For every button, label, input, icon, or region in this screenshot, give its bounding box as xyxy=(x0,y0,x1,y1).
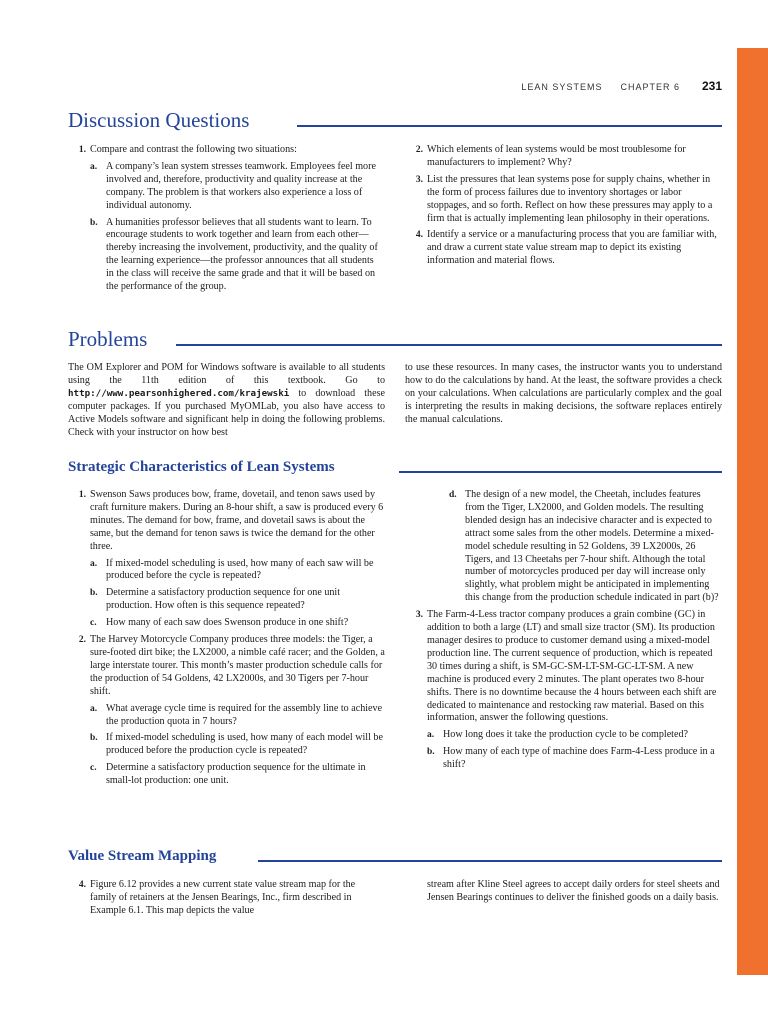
problems-heading: Problems xyxy=(68,327,148,351)
problem-3-part-b xyxy=(427,746,722,772)
part-text: The design of a new model, the Cheetah, includes features from the Tiger, LX2000, and Golden models. The resulting blended design has an indecisive character and is expected to attract some sales from the other models. Determine a mixed-model schedule resulting in 52 Goldens, 39 LX2000s, 26 Tigers, and 13 Cheetahs per 7-hour shift. Although the total number of motorcycles produced per day will increase only slightly, what problem might be anticipated in implementing this change from the production schedule indicated in part (b)? xyxy=(465,489,719,604)
part-text: How many of each type of machine does Farm-4-Less produce in a shift? xyxy=(443,746,715,771)
problem-4 xyxy=(68,879,378,918)
problem-1 xyxy=(68,489,385,630)
question-text: Compare and contrast the following two situations: xyxy=(90,144,297,155)
part-text: Determine a satisfactory production sequence for the ultimate in small-lot production: one unit. xyxy=(106,762,366,787)
intro-text-start: The OM Explorer and POM for Windows software is available to all students using the 11th edition of this textbook. Go to xyxy=(68,362,385,386)
question-1-part-b xyxy=(90,217,378,294)
strategic-heading-rule xyxy=(399,471,722,473)
vsm-heading-rule xyxy=(258,860,722,862)
question-number: 3. xyxy=(415,174,423,185)
part-letter: a. xyxy=(427,730,435,741)
problem-3-part-a xyxy=(427,729,722,742)
problem-3 xyxy=(405,609,722,772)
problem-text: Figure 6.12 provides a new current state value stream map for the family of retainers at the Jensen Bearings, Inc., firm described in Example 6.1. This map depicts the value xyxy=(90,879,356,916)
part-text: Determine a satisfactory production sequence for one unit production. How often is this sequence repeated? xyxy=(106,587,341,612)
part-letter: b. xyxy=(90,217,98,228)
question-number: 2. xyxy=(415,145,423,155)
discussion-question-1 xyxy=(68,144,378,294)
discussion-questions-heading: Discussion Questions xyxy=(68,108,250,132)
part-text: If mixed-model scheduling is used, how many of each saw will be produced before the cycle is repeated? xyxy=(106,557,374,582)
part-letter: c. xyxy=(90,618,97,629)
question-text: List the pressures that lean systems pose for supply chains, whether in the form of process failures due to inventory shortages or labor stoppages, and so forth. Reflect on how these pressures may apply to a firm that is actually implementing lean philosophy in their operations. xyxy=(427,173,713,224)
problems-intro-right xyxy=(405,362,722,427)
part-letter: b. xyxy=(427,747,435,758)
discussion-right-column xyxy=(405,144,722,272)
problems-intro-left xyxy=(68,362,385,439)
page-number: 231 xyxy=(701,79,722,93)
discussion-left-column xyxy=(68,144,378,298)
strategic-characteristics-heading: Strategic Characteristics of Lean Systems xyxy=(68,459,335,475)
problem-2-continued xyxy=(405,489,722,605)
part-text: How many of each saw does Swenson produce in one shift? xyxy=(106,617,349,629)
problem-text: Swenson Saws produces bow, frame, dovetail, and tenon saws used by craft furniture makers. During an 8-hour shift, a saw is produced every 6 minutes. The demand for bow, frame, and dovetail saws is about the same, but the demand for tenon saws is twice the demand for the other three. xyxy=(90,489,384,552)
strategic-left-column xyxy=(68,489,385,792)
problem-1-part-c xyxy=(90,617,385,630)
part-letter: d. xyxy=(449,490,457,500)
problem-2-part-b xyxy=(90,732,385,758)
part-text: A company’s lean system stresses teamwork. Employees feel more involved and, therefore, productivity and quality increase at the company. The problem is that workers also experience a loss of individual autonomy. xyxy=(106,160,376,211)
running-header xyxy=(420,79,722,93)
question-1-part-a xyxy=(90,161,378,213)
part-text: If mixed-model scheduling is used, how many of each model will be produced before the production cycle is repeated? xyxy=(106,732,383,757)
problem-2-part-d xyxy=(449,489,722,605)
problem-1-part-a xyxy=(90,558,385,584)
problem-2-part-c xyxy=(90,762,385,788)
question-number: 4. xyxy=(415,230,423,241)
strategic-right-column xyxy=(405,489,722,776)
discussion-question-2 xyxy=(405,144,722,170)
problem-4-continued-text: stream after Kline Steel agrees to accept daily orders for steel sheets and Jensen Bearings continues to deliver the finished goods on a daily basis. xyxy=(427,879,720,903)
problem-number: 1. xyxy=(78,490,86,500)
vsm-right-column xyxy=(427,879,722,905)
problem-1-part-b xyxy=(90,587,385,613)
problems-heading-rule xyxy=(176,344,722,346)
chapter-edge-tab xyxy=(737,48,768,975)
problem-2-part-a xyxy=(90,703,385,729)
value-stream-mapping-heading: Value Stream Mapping xyxy=(68,848,217,864)
problem-text: The Harvey Motorcycle Company produces three models: the Tiger, a sure-footed dirt bike; the LX2000, a nimble café racer; and the Golden, a large interstate tourer. This month’s master production schedule calls for the production of 54 Goldens, 42 LX2000s, and 30 Tigers per 7-hour shift. xyxy=(90,634,385,697)
intro-text-continued: to use these resources. In many cases, the instructor wants you to understand how to do the calculations by hand. At the least, the software provides a check on your calculations. When calculations are particularly complex and the goal is interpreting the results in making decisions, the software replaces entirely the manual calculations. xyxy=(405,362,722,425)
question-number: 1. xyxy=(78,145,86,155)
software-download-link[interactable]: http://www.pearsonhighered.com/krajewski xyxy=(68,387,290,399)
question-text: Identify a service or a manufacturing process that you are familiar with, and draw a current state value stream map to depict its existing information and material flows. xyxy=(427,229,717,267)
part-letter: c. xyxy=(90,763,97,774)
part-letter: a. xyxy=(90,558,98,569)
part-letter: b. xyxy=(90,588,98,599)
problem-2 xyxy=(68,634,385,788)
intro-text-end: to download these computer packages. If you purchased MyOMLab, you also have access to Active Models software and significant help in doing the following problems. Check with your instructor on how best xyxy=(68,387,385,438)
running-header-chapter: CHAPTER 6 xyxy=(620,82,680,92)
vsm-left-column xyxy=(68,879,378,922)
part-letter: a. xyxy=(90,161,98,172)
problem-number: 3. xyxy=(415,610,423,621)
part-letter: a. xyxy=(90,703,98,714)
discussion-question-4 xyxy=(405,229,722,268)
running-header-section: LEAN SYSTEMS xyxy=(521,82,603,92)
problem-number: 2. xyxy=(78,635,86,646)
part-text: How long does it take the production cycle to be completed? xyxy=(443,729,688,741)
discussion-question-3 xyxy=(405,174,722,226)
part-text: A humanities professor believes that all students want to learn. To encourage students to work together and learn from each other—thereby increasing the involvement, productivity, and the quality of the learning experience—the professor announces that all students in the class will receive the same grade and that it will be based on the performance of the group. xyxy=(106,216,378,293)
problem-number: 4. xyxy=(78,880,86,890)
discussion-heading-rule xyxy=(297,125,722,127)
question-text: Which elements of lean systems would be most troublesome for manufacturers to implement? Why? xyxy=(427,144,686,168)
part-text: What average cycle time is required for the assembly line to achieve the production quota in 7 hours? xyxy=(106,702,383,727)
problem-text: The Farm-4-Less tractor company produces a grain combine (GC) in addition to both a large (LT) and small size tractor (SM). Its production manager desires to produce to customer demand using a mixed-model production line. The current sequence of production, which is repeated 30 times during a shift, is SM-GC-SM-LT-SM-GC-LT-SM. A new machine is produced every 2 minutes. The plant operates two 8-hour shifts. There is no downtime because the 4 hours between each shift are dedicated to maintenance and restocking raw material. Based on this information, answer the following questions. xyxy=(427,609,717,724)
part-letter: b. xyxy=(90,733,98,744)
